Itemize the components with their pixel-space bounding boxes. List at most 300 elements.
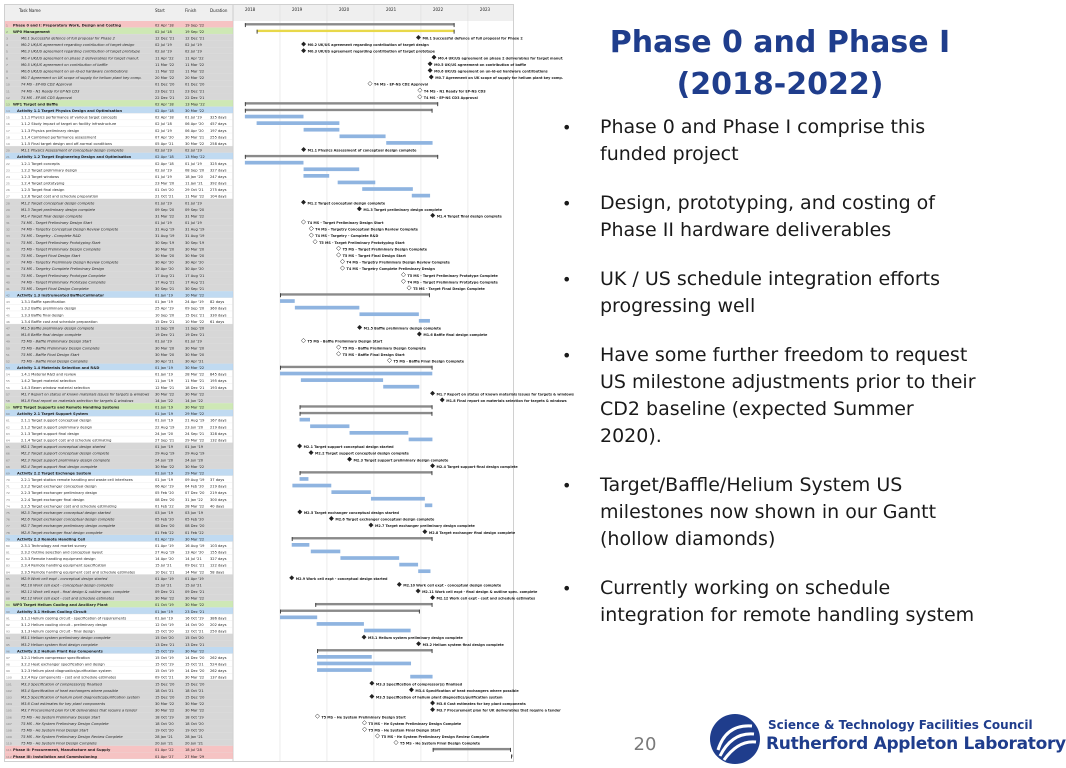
gantt-duration: 327 days [210,168,227,173]
gantt-milestone-diamond [440,398,444,402]
gantt-year-label: 2023 [479,7,491,12]
gantt-duration: 132 days [210,438,227,443]
gantt-start-date: 01 Dec '20 [155,82,175,87]
gantt-task-name: M0.1 Successful defence of full proposal for Phase 2 [21,36,115,41]
gantt-start-date: 01 Jun '19 [155,471,174,476]
gantt-summary-bar [245,102,438,104]
gantt-summary-cap [245,23,246,27]
gantt-task-bar [371,497,425,501]
gantt-finish-date: 09 Aug '19 [185,478,205,483]
gantt-milestone-diamond [387,358,391,362]
gantt-task-name: M3.5 Specification of helium plant diagnostics/purification system [21,695,140,700]
gantt-finish-date: 15 Oct '20 [185,636,204,641]
gantt-task-name: 3.2.2 Heat exchanger specification and design [21,662,105,667]
gantt-task-name: 1.3.4 Baffle cost and schedule preparation [21,319,98,324]
gantt-milestone-diamond [309,226,313,230]
gantt-finish-date: 02 Jul '19 [185,148,202,153]
gantt-finish-date: 11 Mar '21 [185,379,205,384]
gantt-start-date: 18 Oct '20 [155,721,174,726]
gantt-duration: 275 days [210,188,227,193]
gantt-summary-bar [315,603,432,605]
gantt-milestone-label: M3.3 Specification of compressor(s) finalised [375,682,463,687]
gantt-row-id: 68 [6,464,10,469]
gantt-task-name: 1.1.4 Combined performance assessment [21,135,97,140]
gantt-task-bar [362,187,413,191]
gantt-row-id: 12 [6,95,10,100]
gantt-summary-bar [280,293,430,295]
gantt-task-name: 2.1.2 Target support preliminary design [21,425,93,430]
gantt-milestone-label: M2.9 Work cell expt - conceptual design started [295,576,388,581]
gantt-duration: 104 days [210,194,227,199]
logo-lab-name: Rutherford Appleton Laboratory [766,734,1066,754]
gantt-start-date: 15 Dec '20 [155,682,175,687]
bullet-text: Currently working on schedule integration for remote handling system [600,577,975,626]
gantt-finish-date: 14 Dec '20 [185,655,205,660]
gantt-start-date: 30 Sep '21 [155,286,175,291]
gantt-finish-date: 12 Dec '21 [185,36,205,41]
gantt-task-name: 2.2.1 Target station remote handling and waste cell interfaces [21,478,133,483]
gantt-summary-bar [292,537,433,539]
gantt-start-date: 01 Jun '19 [155,418,174,423]
gantt-start-date: 29 Aug '19 [155,451,175,456]
gantt-finish-date: 30 Sep '21 [185,286,205,291]
gantt-start-date: 01 Jun '19 [155,445,174,450]
gantt-row-id: 16 [6,122,10,127]
bullet-item [560,575,980,629]
gantt-row-id: 79 [6,537,10,542]
gantt-row-id: 62 [6,425,10,430]
gantt-row-id: 97 [6,655,10,660]
gantt-row-id: 50 [6,346,10,351]
gantt-finish-date: 15 Oct '21 [185,662,204,667]
gantt-row-id: 49 [6,339,10,344]
gantt-task-bar [425,503,432,507]
gantt-finish-date: 29 Mar '22 [185,471,205,476]
gantt-start-date: 02 Apr '18 [155,115,174,120]
gantt-row-id: 8 [6,69,8,74]
gantt-row-id: 90 [6,609,10,614]
gantt-finish-date: 30 Mar '21 [185,135,205,140]
gantt-finish-date: 09 Dec '21 [185,590,205,595]
gantt-milestone-diamond [301,200,305,204]
gantt-summary-cap [431,412,432,416]
gantt-finish-date: 06 Apr '20 [185,128,204,133]
gantt-start-date: 01 Apr '19 [155,537,174,542]
gantt-row-id: 9 [6,76,8,81]
gantt-row-id: 21 [6,155,10,160]
gantt-task-name: 3.1.2 Helium cooling circuit - preliminary design [21,623,108,628]
gantt-start-date: 23 Dec '21 [155,89,175,94]
gantt-start-date: 13 Dec '21 [155,642,175,647]
gantt-milestone-diamond [315,714,319,718]
gantt-task-bar [412,194,430,198]
gantt-finish-date: 19 Sep '22 [185,23,205,28]
gantt-start-date: 02 Jul '19 [155,128,172,133]
gantt-task-name: M1.8 Final report on materials selection for targets & windows [21,398,134,403]
gantt-task-name: 3.2.1 Helium compressor specification [21,655,90,660]
gantt-row-id: 59 [6,405,10,410]
gantt-finish-date: 20 Jun '21 [185,741,204,746]
gantt-milestone-label: M3.5 Specification of helium plant diagnostics/purification system [375,695,503,700]
gantt-start-date: 30 Mar '22 [155,392,175,397]
gantt-task-name: Activity 2.2 Target Exchange System [17,471,92,476]
gantt-start-date: 24 Jun '20 [155,458,174,463]
gantt-start-date: 18 Oct '19 [155,715,174,720]
gantt-milestone-label: M3.1 Helium system preliminary design complete [368,636,463,641]
gantt-task-name: T5 MS - Target Final Design Complete [21,286,89,291]
gantt-task-name: M2.10 Work cell expt - conceptual design complete [21,583,114,588]
gantt-milestone-label: M2.3 Target support preliminary design complete [353,458,449,463]
bullet-item [560,266,980,320]
gantt-milestone-label: M0.7 Agreement on UK scope of supply for helium plant key comp. [435,76,564,81]
gantt-finish-date: 02 Jul '19 [185,43,202,48]
gantt-finish-date: 01 Feb '22 [185,530,204,535]
gantt-milestone-diamond [309,450,313,454]
gantt-duration: 330 days [210,313,227,318]
bullet-item [560,190,980,244]
gantt-summary-cap [245,109,246,113]
gantt-start-date: 10 Dec '21 [155,570,175,575]
gantt-start-date: 30 Mar '22 [155,596,175,601]
gantt-start-date: 17 Aug '21 [155,280,175,285]
gantt-row-id: 2 [6,29,8,34]
gantt-finish-date: 02 Jul '19 [185,49,202,54]
gantt-milestone-label: T5 MS - He System Final Design Complete [400,741,481,746]
gantt-row-id: 84 [6,570,10,575]
gantt-row-id: 41 [6,286,10,291]
gantt-finish-date: 15 Jul '21 [185,583,202,588]
gantt-row-id: 70 [6,478,10,483]
page-number: 20 [633,734,657,755]
gantt-summary-cap [245,102,246,106]
gantt-finish-date: 31 Aug '19 [185,227,205,232]
gantt-finish-date: 18 Jan '20 [185,174,203,179]
gantt-finish-date: 05 Feb '20 [185,517,204,522]
gantt-start-date: 30 Sep '19 [155,240,175,245]
gantt-task-name: M1.4 Target final design complete [21,214,83,219]
gantt-summary-cap [257,30,258,34]
gantt-task-name: M1.6 Baffle final design complete [21,333,82,338]
gantt-finish-date: 10 Mar '22 [185,319,205,324]
gantt-milestone-label: M2.6 Target exchanger conceptual design complete [335,517,435,522]
gantt-duration: 202 days [210,623,227,628]
gantt-task-name: M2.8 Target exchanger final design complete [21,530,103,535]
gantt-start-date: 31 Aug '19 [155,234,175,239]
gantt-start-date: 02 Jul '19 [155,168,172,173]
gantt-milestone-diamond [340,266,344,270]
gantt-finish-date: 30 Apr '20 [185,267,204,272]
gantt-start-date: 02 Apr '18 [155,23,174,28]
gantt-task-name: Activity 1.3 Instrumented Baffle/Collimator [17,293,105,298]
gantt-duration: 82 days [210,300,225,305]
bullet-text: Phase 0 and Phase I comprise this funded project [600,116,926,165]
gantt-finish-date: 11 Sep '20 [185,326,205,331]
gantt-task-name: T4 MS - Target Preliminary Prototype Complete [21,280,106,285]
gantt-task-name: 2.3.2 Outline selection and conceptual layout [21,550,103,555]
gantt-start-date: 24 Jun '20 [155,431,174,436]
gantt-task-name: T4 MS - Targetry Preliminary Design Review Complete [21,260,119,265]
gantt-milestone-diamond [298,510,302,514]
gantt-summary-cap [419,610,420,614]
gantt-duration: 325 days [210,115,227,120]
gantt-milestone-diamond [409,688,413,692]
gantt-start-date: 30 Mar '22 [155,702,175,707]
gantt-summary-bar [245,23,455,25]
gantt-finish-date: 30 Mar '20 [185,254,205,259]
gantt-task-name: 1.2.4 Target prototyping [21,181,65,186]
gantt-start-date: 21 Oct '21 [155,194,174,199]
gantt-start-date: 01 Apr '22 [155,748,174,753]
gantt-milestone-label: T5 MS - He System Preliminary Design Start [321,715,406,720]
gantt-task-bar [304,167,360,171]
gantt-milestone-diamond [369,523,373,527]
bullet-text: Target/Baffle/Helium System US milestones now shown in our Gantt (hollow diamonds) [600,474,937,550]
gantt-task-bar [300,477,309,481]
gantt-finish-date: 18 Oct '21 [185,688,204,693]
gantt-task-name: Activity 1.1 Target Physics Design and Optimisation [17,109,123,114]
gantt-milestone-diamond [416,589,420,593]
gantt-start-date: 01 Jul '19 [155,339,172,344]
gantt-task-name: M0.2 UK/US agreement regarding contribution of target design [21,43,135,48]
gantt-finish-date: 01 Jul '19 [185,115,202,120]
gantt-milestone-label: M2.10 Work cell expt - conceptual design complete [403,583,502,588]
gantt-milestone-diamond [428,68,432,72]
gantt-milestone-diamond [362,635,366,639]
gantt-task-name: 1.1.3 Physics preliminary design [21,128,80,133]
gantt-row-id: 7 [6,62,8,67]
gantt-task-name: 1.4.2 Target material selection [21,379,76,384]
gantt-finish-date: 11 Apr '22 [185,56,204,61]
gantt-task-name: M0.4 UK/US agreement on phase 2 deliverables for target manuf. [21,56,139,61]
gantt-summary-bar [300,471,433,473]
gantt-task-name: M2.1 Target support conceptual design started [21,445,106,450]
gantt-task-name: M3.2 Helium system final design complete [21,642,98,647]
gantt-finish-date: 16 Aug '19 [185,543,205,548]
gantt-finish-date: 01 Jul '19 [185,339,202,344]
gantt-row-id: 80 [6,543,10,548]
gantt-start-date: 30 Mar '20 [155,346,175,351]
gantt-milestone-diamond [430,701,434,705]
gantt-start-date: 11 Apr '22 [155,56,174,61]
gantt-summary-cap [245,155,246,159]
gantt-summary-cap [432,603,433,607]
gantt-task-name: M2.3 Target support preliminary design complete [21,458,110,463]
gantt-milestone-diamond [362,727,366,731]
gantt-start-date: 30 Mar '20 [155,247,175,252]
gantt-duration: 457 days [210,122,227,127]
bullet-text: UK / US schedule integration efforts progressing well [600,268,941,317]
gantt-task-bar [303,174,329,178]
gantt-milestone-diamond [375,734,379,738]
gantt-task-name: 1.1.1 Physics performance of various target concepts [21,115,118,120]
gantt-task-bar [364,629,411,633]
gantt-start-date: 22 Aug '19 [155,425,175,430]
gantt-finish-date: 30 Mar '22 [185,464,205,469]
gantt-finish-date: 14 Mar '22 [185,570,205,575]
gantt-task-name: 3.1.3 Helium cooling circuit - final design [21,629,95,634]
gantt-duration: 250 days [210,629,227,634]
gantt-task-bar [399,563,418,567]
gantt-finish-date: 30 Mar '22 [185,649,205,654]
gantt-start-date: 01 Jul '19 [155,201,172,206]
gantt-milestone-diamond [301,338,305,342]
gantt-task-name: Activity 1.2 Target Engineering Design and Optimisation [17,155,132,160]
gantt-row-id: 82 [6,557,10,562]
gantt-row-id: 104 [6,702,12,707]
gantt-milestone-label: M2.4 Target support final design complete [436,464,518,469]
gantt-task-name: 3.2.3 Helium plant diagnostics/purification system [21,669,112,674]
gantt-summary-cap [437,155,438,159]
gantt-milestone-diamond [430,464,434,468]
gantt-milestone-label: T4 MS - Targetry Complete Preliminary Design [346,267,435,272]
gantt-row-id: 40 [6,280,10,285]
gantt-row-id: 76 [6,517,10,522]
gantt-row-id: 29 [6,207,10,212]
gantt-row-id: 30 [6,214,10,219]
gantt-finish-date: 01 Jul '19 [185,161,202,166]
gantt-milestone-diamond [430,707,434,711]
gantt-task-name: 3.1.1 Helium cooling circuit - specification of requirements [21,616,127,621]
gantt-row-id: 86 [6,583,10,588]
gantt-task-name: 3.2.4 Key components - cost and schedule estimates [21,675,117,680]
gantt-task-name: M0.5 UK/US agreement on contribution of baffle [21,62,108,67]
gantt-start-date: 02 Apr '18 [155,109,174,114]
bullet-symbol: • [562,346,572,365]
gantt-task-name: M2.7 Target exchanger preliminary design complete [21,524,116,529]
gantt-milestone-label: M0.4 UK/US agreement on phase 2 deliverables for target manuf. [437,56,564,61]
gantt-finish-date: 11 Mar '22 [185,69,205,74]
gantt-finish-date: 03 Jun '19 [185,510,204,515]
gantt-start-date: 01 Jul '19 [155,221,172,226]
gantt-task-bar [292,543,310,547]
gantt-start-date: 15 Jul '21 [155,563,172,568]
gantt-task-name: 1.1.2 Study impact of target on facility infrastructure [21,122,117,127]
gantt-task-name: M2.4 Target support final design complete [21,464,98,469]
gantt-task-name: 2.2.3 Target exchanger preliminary design [21,491,98,496]
gantt-row-id: 99 [6,669,10,674]
gantt-start-date: 15 Oct '20 [155,636,174,641]
gantt-row-id: 42 [6,293,10,298]
gantt-milestone-label: M3.2 Helium system final design complete [422,642,504,647]
gantt-start-date: 31 Aug '19 [155,227,175,232]
gantt-finish-date: 13 Apr '20 [185,550,204,555]
gantt-task-name: Activity 2.3 Remote Handling Cell [17,537,86,542]
gantt-milestone-diamond [418,95,422,99]
gantt-task-name: M2.11 Work cell expt - final design & outline spec. complete [21,590,130,595]
gantt-summary-cap [511,755,512,759]
gantt-start-date: 01 Jun '19 [155,412,174,417]
gantt-task-name: T5 MS - Baffle Preliminary Design Complete [21,346,100,351]
gantt-start-date: 02 Jul '19 [155,148,172,153]
gantt-start-date: 30 Mar '20 [155,352,175,357]
gantt-row-id: 77 [6,524,10,529]
gantt-row-id: 11 [6,89,10,94]
gantt-milestone-diamond [423,529,427,533]
gantt-start-date: 02 Jul '19 [155,49,172,54]
gantt-finish-date: 10 Mar '22 [185,293,205,298]
gantt-milestone-label: M2.5 Target exchanger conceptual design started [303,510,399,515]
gantt-milestone-diamond [368,81,372,85]
gantt-task-name: T4 MS - Targetry Complete Preliminary Design [21,267,105,272]
gantt-row-id: 14 [6,109,10,114]
gantt-duration: 58 days [210,570,225,575]
gantt-finish-date: 30 Mar '22 [185,366,205,371]
gantt-task-name: T5 MS - He System Final Design Complete [21,741,97,746]
gantt-finish-date: 30 Mar '22 [185,603,205,608]
gantt-start-date: 14 Apr '20 [155,557,174,562]
gantt-start-date: 05 Feb '20 [155,517,174,522]
gantt-task-bar [311,550,340,554]
gantt-finish-date: 19 Sep '22 [185,29,205,34]
gantt-row-id: 20 [6,148,10,153]
gantt-row-id: 51 [6,352,10,357]
gantt-row-id: 3 [6,36,8,41]
gantt-finish-date: 30 Mar '22 [185,596,205,601]
gantt-task-name: M1.2 Target conceptual design complete [21,201,95,206]
gantt-finish-date: 29 Mar '22 [185,438,205,443]
gantt-milestone-label: M0.2 UK/US agreement regarding contribution of target design [307,43,429,48]
gantt-start-date: 11 Jun '19 [155,379,174,384]
gantt-finish-date: 09 Sep '20 [185,207,205,212]
gantt-row-id: 23 [6,168,10,173]
gantt-year-label: 2019 [291,7,303,12]
gantt-task-bar [418,569,430,573]
gantt-start-date: 20 Jun '21 [155,741,174,746]
gantt-milestone-label: T5 MS - He System Preliminary Design Review Complete [381,735,490,740]
gantt-finish-date: 31 Aug '19 [185,234,205,239]
gantt-summary-bar [300,405,433,407]
gantt-row-id: 19 [6,141,10,146]
gantt-milestone-label: M0.3 UK/US agreement regarding contribution of target prototype [307,49,435,54]
gantt-row-id: 36 [6,254,10,259]
gantt-start-date: 27 Aug '19 [155,550,175,555]
gantt-row-id: 37 [6,260,10,265]
gantt-duration: 219 days [210,484,227,489]
gantt-row-id: 28 [6,201,10,206]
gantt-task-bar [280,299,295,303]
gantt-start-date: 11 Mar '22 [155,62,175,67]
gantt-task-name: T5 MS - He System Preliminary Design Complete [21,721,109,726]
gantt-start-date: 14 Jun '22 [155,398,174,403]
gantt-milestone-label: M2.8 Target exchanger final design complete [428,530,516,535]
gantt-row-id: 18 [6,135,10,140]
gantt-milestone-label: T5 MS - Baffle Final Design Start [342,352,405,357]
gantt-finish-date: 30 Mar '22 [185,702,205,707]
gantt-row-id: 105 [6,708,12,713]
gantt-row-id: 46 [6,319,10,324]
gantt-finish-date: 13 May '22 [185,102,205,107]
bullet-item [560,472,980,553]
gantt-milestone-diamond [357,207,361,211]
gantt-start-date: 30 Mar '22 [155,708,175,713]
gantt-milestone-diamond [430,595,434,599]
gantt-duration: 524 days [210,662,227,667]
gantt-finish-date: 24 Apr '19 [185,300,204,305]
gantt-task-name: M0.3 UK/US agreement regarding contribution of target prototype [21,49,141,54]
gantt-milestone-diamond [416,35,420,39]
gantt-task-name: Activity 3.2 Helium Plant Key Components [17,649,103,654]
gantt-milestone-diamond [347,457,351,461]
gantt-start-date: 15 Oct '19 [155,669,174,674]
gantt-task-name: 2.1.1 Target support conceptual design [21,418,92,423]
gantt-start-date: 30 Apr '20 [155,260,174,265]
gantt-task-name: 2.2.4 Target exchanger final design [21,497,85,502]
gantt-task-bar [410,675,432,679]
gantt-start-date: 30 Apr '20 [155,267,174,272]
gantt-start-date: 07 Apr '20 [155,135,174,140]
gantt-row-id: 47 [6,326,10,331]
gantt-milestone-diamond [297,444,301,448]
